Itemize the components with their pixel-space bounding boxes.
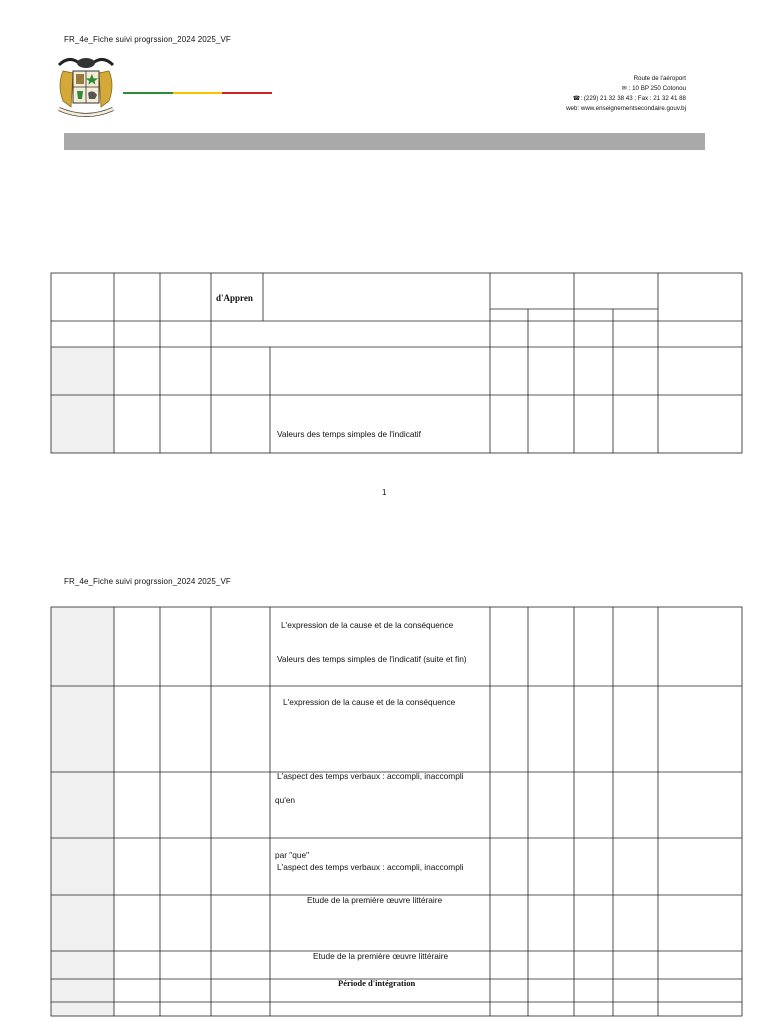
table-row-content: L'aspect des temps verbaux : accompli, inaccompli [277,771,464,781]
document-reference: FR_4e_Fiche suivi progrssion_2024 2025_VF [64,577,231,586]
document-reference: FR_4e_Fiche suivi progrssion_2024 2025_VF [64,35,231,44]
table-row-content: Etude de la première œuvre littéraire [307,895,443,905]
website-line: web: www.enseignementsecondaire.gouv.bj [566,105,686,112]
phone-fax-line: ☎: (229) 21 32 38 43 ; Fax : 21 32 41 88 [572,95,686,102]
table-row-content: L'aspect des temps verbaux : accompli, inaccompli [277,862,464,872]
address-line: Route de l'aéroport [633,75,686,82]
table-row-content: Valeurs des temps simples de l'indicatif [277,429,421,439]
table-row-content: L'expression de la cause et de la conséquence [281,620,454,630]
table-header-apprentissage: d'Appren [216,293,253,303]
table-row-content: qu'en [275,795,296,805]
table-row-content: L'expression de la cause et de la conséquence [283,697,456,707]
table-row-content: Valeurs des temps simples de l'indicatif (suite et fin) [277,654,467,664]
postal-box-line: ✉ : 10 BP 250 Cotonou [621,85,686,92]
integration-period-label: Période d'intégration [338,978,416,988]
page-number: 1 [382,488,387,497]
table-row-content: par "que" [275,850,310,860]
table-row-content: Etude de la première œuvre littéraire [313,951,449,961]
